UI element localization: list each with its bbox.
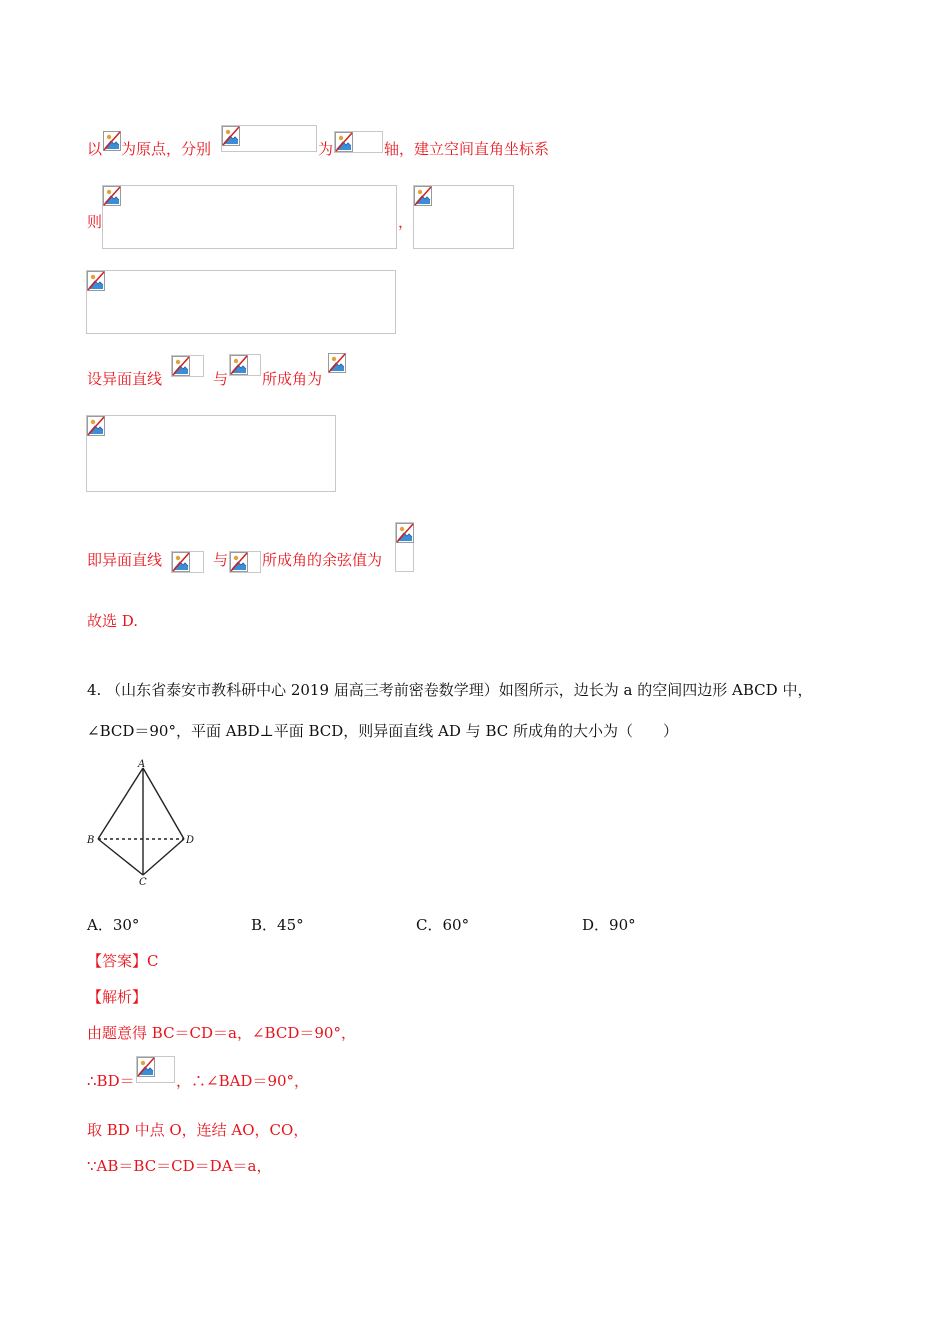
label-c: C	[139, 877, 147, 888]
tetrahedron-figure	[86, 758, 202, 888]
formula-image	[171, 551, 204, 573]
formula-image	[413, 185, 514, 249]
label-a: A	[138, 759, 146, 770]
text: 即异面直线	[87, 551, 163, 569]
text: 所成角的余弦值为	[262, 551, 383, 569]
question-4-text-cont: ∠BCD＝90°，平面 ABD⊥平面 BCD，则异面直线 AD 与 BC 所成角的大小为（ ）	[87, 722, 679, 740]
formula-image	[103, 131, 121, 151]
text: 为	[318, 140, 334, 158]
analysis-step-3: 取 BD 中点 O，连结 AO，CO，	[87, 1121, 309, 1139]
analysis-step-2: ∴BD＝	[87, 1072, 135, 1090]
analysis-step-4: ∵AB＝BC＝CD＝DA＝a，	[87, 1157, 272, 1175]
formula-image	[102, 185, 397, 249]
label-b: B	[87, 835, 95, 846]
broken-image-icon	[87, 416, 105, 436]
broken-image-icon	[414, 186, 432, 206]
text: 为原点，分别	[121, 140, 212, 158]
formula-image	[86, 270, 396, 334]
analysis-step-1: 由题意得 BC＝CD＝a，∠BCD＝90°，	[87, 1024, 356, 1042]
broken-image-icon	[335, 132, 353, 152]
text: 则	[87, 213, 103, 231]
edge-dc	[143, 839, 184, 875]
broken-image-icon	[103, 186, 121, 206]
formula-image	[171, 355, 204, 377]
text: 所成角为	[262, 370, 323, 388]
broken-image-icon	[230, 552, 248, 572]
formula-image	[328, 353, 346, 375]
text: 与	[213, 551, 229, 569]
text: 轴，建立空间直角坐标系	[384, 140, 550, 158]
analysis-label: 【解析】	[87, 988, 148, 1006]
option-c: C．60°	[416, 916, 470, 934]
formula-image	[86, 415, 336, 492]
analysis-step-2b: ，∴∠BAD＝90°，	[176, 1072, 310, 1090]
broken-image-icon	[172, 552, 190, 572]
conclusion-text: 故选 D.	[87, 612, 139, 630]
option-b: B．45°	[251, 916, 304, 934]
solution-line-origin	[87, 139, 102, 159]
formula-image	[229, 354, 261, 376]
option-d: D．90°	[582, 916, 636, 934]
formula-image	[395, 522, 414, 572]
broken-image-icon	[103, 131, 121, 151]
edge-ab	[98, 768, 143, 839]
text: 与	[213, 370, 229, 388]
edge-bc	[98, 839, 143, 875]
formula-image	[136, 1056, 175, 1083]
broken-image-icon	[396, 523, 414, 543]
option-a: A．30°	[87, 916, 140, 934]
formula-image	[221, 125, 317, 152]
edge-ad	[143, 768, 184, 839]
broken-image-icon	[137, 1057, 155, 1077]
text: ，	[398, 213, 414, 231]
answer-label: 【答案】C	[87, 952, 159, 970]
text: 以	[87, 140, 103, 158]
question-4-text: 4. （山东省泰安市教科研中心 2019 届高三考前密卷数学理）如图所示，边长为 a 的空间四边形 ABCD 中，	[87, 681, 813, 699]
label-d: D	[186, 835, 195, 846]
broken-image-icon	[222, 126, 240, 146]
formula-image	[229, 551, 261, 573]
broken-image-icon	[328, 353, 346, 373]
broken-image-icon	[230, 355, 248, 375]
broken-image-icon	[87, 271, 105, 291]
broken-image-icon	[172, 356, 190, 376]
text: 设异面直线	[87, 370, 163, 388]
formula-image	[334, 131, 383, 153]
